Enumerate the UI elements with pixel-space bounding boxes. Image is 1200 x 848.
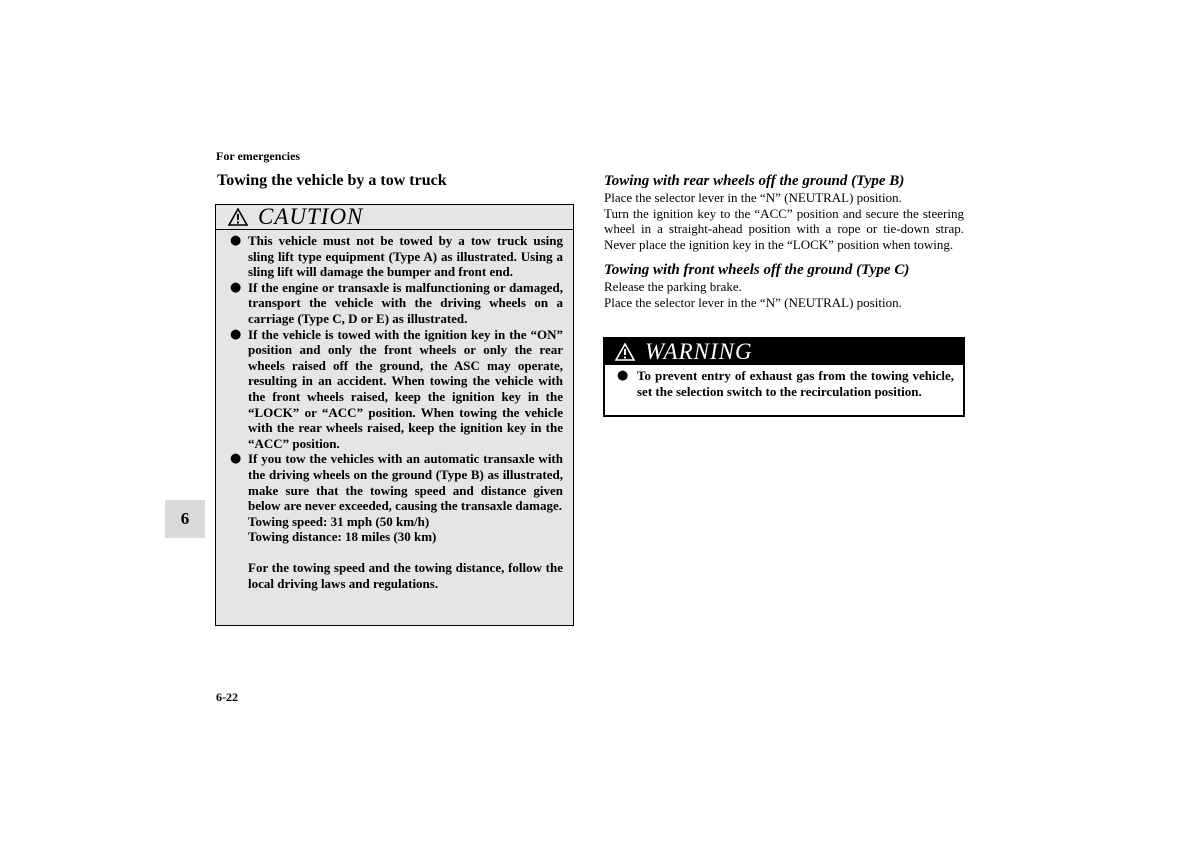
bullet-icon: ● — [230, 279, 242, 295]
caution-item — [230, 451, 563, 591]
type-b-heading: Towing with rear wheels off the ground (Type B) — [604, 173, 905, 189]
caution-label: CAUTION — [258, 204, 364, 229]
caution-header — [216, 205, 573, 230]
caution-item-text: This vehicle must not be towed by a tow truck using sling lift type equipment (Type A) as illustrated. Using a sling lift will damage the bumper and front end. — [248, 233, 563, 280]
caution-item-text: If the vehicle is towed with the ignition key in the “ON” position and only the front wheels or only the rear wheels raised off the ground, the ASC may operate, resulting in an accident. When towing the vehicle with the front wheels raised, keep the ignition key in the “LOCK” or “ACC” position. When towing the vehicle with the rear wheels raised, keep the ignition key in the “ACC” position. — [248, 326, 563, 451]
warning-triangle-icon — [615, 343, 635, 361]
warning-list — [605, 365, 963, 399]
page-number: 6-22 — [216, 690, 238, 704]
type-c-line2: Place the selector lever in the “N” (NEUTRAL) position. — [604, 294, 902, 310]
caution-item-text: If you tow the vehicles with an automatic transaxle with the driving wheels on the ground (Type B) as illustrated, make sure that the towing speed and distance given below are never exceeded, causing the transaxle damage. — [248, 451, 563, 514]
warning-header — [605, 339, 963, 365]
warning-item — [617, 368, 954, 399]
warning-item-text: To prevent entry of exhaust gas from the towing vehicle, set the selection switch to the recirculation position. — [637, 368, 954, 399]
warning-triangle-icon — [228, 208, 248, 226]
caution-item — [230, 327, 563, 452]
caution-note: For the towing speed and the towing distance, follow the local driving laws and regulations. — [248, 560, 563, 592]
right-column — [604, 172, 964, 310]
bullet-icon: ● — [617, 368, 629, 383]
section-title: Towing the vehicle by a tow truck — [217, 172, 447, 189]
chapter-tab: 6 — [165, 500, 205, 538]
caution-box — [215, 204, 574, 626]
bullet-icon: ● — [230, 451, 242, 467]
caution-list — [216, 230, 573, 592]
bullet-icon: ● — [230, 326, 242, 342]
warning-box — [603, 337, 965, 417]
type-c-heading: Towing with front wheels off the ground (Type C) — [604, 261, 910, 278]
caution-item — [230, 280, 563, 327]
running-header: For emergencies — [216, 149, 301, 163]
towing-speed: Towing speed: 31 mph (50 km/h) — [248, 513, 430, 529]
type-b-line2: Turn the ignition key to the “ACC” position and secure the steering wheel in a straight-ahead position with a rope or tie-down strap. Never place the ignition key in the “LOCK” position when towing. — [604, 205, 964, 253]
bullet-icon: ● — [230, 233, 242, 248]
type-c-line1: Release the parking brake. — [604, 278, 742, 294]
warning-label: WARNING — [645, 339, 753, 364]
type-b-line1: Place the selector lever in the “N” (NEUTRAL) position. — [604, 190, 902, 205]
towing-distance: Towing distance: 18 miles (30 km) — [248, 529, 437, 545]
caution-item-text: If the engine or transaxle is malfunctioning or damaged, transport the vehicle with the driving wheels on a carriage (Type C, D or E) as illustrated. — [248, 279, 563, 326]
caution-item — [230, 233, 563, 280]
